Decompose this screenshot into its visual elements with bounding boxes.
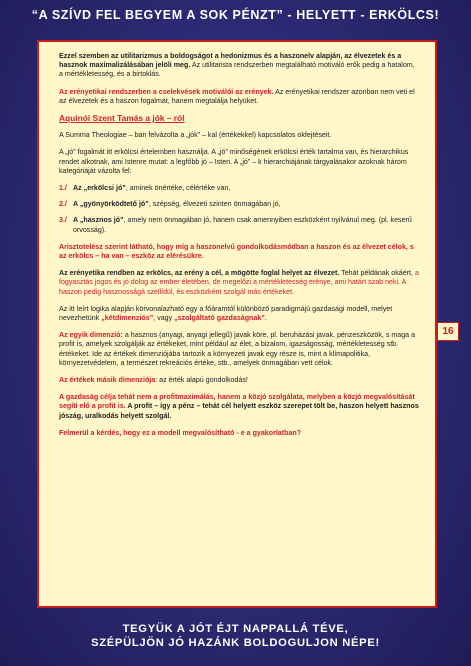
- article-body: [59, 52, 419, 446]
- list-item-text: , amely nem önmagában jó, hanem csak amennyiben eszközként nyilvánul meg. (pl. keserű orvosság).: [73, 216, 412, 234]
- list-item-label: Az „erkölcsi jó”: [73, 184, 126, 193]
- term-two-dimensional: „kétdimenziós”: [101, 314, 154, 323]
- paragraph-text: Az itt leírt logika alapján körvonalazható egy a főáramtól különböző paradigmájú gazdasági modell, melyet nevezhetünk: [59, 304, 393, 323]
- paragraph-text: .: [264, 314, 267, 323]
- footer-line-2: SZÉPÜLJÖN JÓ HAZÁNK BOLDOGULJON NÉPE!: [91, 637, 380, 649]
- list-item-label: A „hasznos jó”: [73, 216, 124, 225]
- paragraph-second-dimension: [59, 376, 419, 385]
- list-item-number: 3./: [59, 216, 67, 225]
- list-item-text: , szépség, élvezeti szinten önmagában jó,: [148, 200, 281, 209]
- paragraph-closing-question: Felmerül a kérdés, hogy ez a modell megvalósítható - e a gyakorlatban?: [59, 428, 302, 437]
- page-number-badge: 16: [437, 322, 459, 341]
- paragraph-text: Az erényetikai rendszer azonban nem veti el az élvezetek és a haszon fogalmát, hanem megtalálja helyüket.: [59, 87, 415, 105]
- paragraph-two-dimensional: [59, 305, 419, 323]
- paragraph-text: : az érték alapú gondolkodás!: [155, 376, 248, 385]
- paragraph-virtue-order: [59, 269, 419, 297]
- footer-line-1: TEGYÜK A JÓT ÉJT NAPPALLÁ TÉVE,: [122, 623, 349, 635]
- list-item-text: , aminek önértéke, célértéke van,: [125, 184, 231, 193]
- content-panel: [37, 40, 437, 608]
- section-heading: Aquinói Szent Tamás a jók – ról: [59, 113, 185, 124]
- footer-slogan: [0, 622, 471, 650]
- list-item-number: 2./: [59, 200, 67, 209]
- page-header-title: “A SZÍVD FEL BEGYEM A SOK PÉNZT” - HELYETT - ERKÖLCS!: [31, 8, 440, 22]
- paragraph-economy-goal: [59, 393, 419, 421]
- paragraph-red-text: A haszon pedig hasznosságá szellídül, és eszközként szolgál más értékeket.: [59, 278, 407, 296]
- paragraph-virtue-ethics: [59, 88, 419, 106]
- term-service-economy: „szolgáltató gazdaságnak”: [174, 314, 265, 323]
- paragraph-text: Az utilitarista rendszerben megtalálható motiváló erők pedig a hatalom, a mértékletesség, és a birtoklás.: [59, 61, 415, 79]
- paragraph-aristotle: Arisztotelész szerint látható, hogy míg a haszonelvű gondolkodásmódban a haszon és az élvezet célok, s az erkölcs – ha van – eszköz az elérésükre.: [59, 242, 414, 261]
- list-item-delightful-good: [59, 200, 419, 209]
- paragraph-red-lead: Az egyik dimenzió:: [59, 331, 123, 340]
- list-item-moral-good: [59, 184, 419, 193]
- paragraph-bold-lead: Ezzel szemben az utilitarizmus a boldogságot a hedonizmus és a haszonelv alapján, az élvezetek és a hasznok maximalizálásában jelöli meg.: [59, 52, 402, 70]
- paragraph-summa: A Summa Theologiae – ban felvázolta a „jók” – kal (értékekkel) kapcsolatos okfejtéseit.: [59, 131, 332, 140]
- paragraph-red-lead: A gazdaság célja tehát nem a profitmaximálás, hanem a közjó szolgálata, melyben a közjó megvalósítását segíti elő a profit is.: [59, 393, 415, 411]
- paragraph-red-lead: Az erényetikai rendszerben a cselekvések motiválói az erények.: [59, 87, 274, 96]
- paragraph-text: Tehát példának okáért,: [339, 269, 415, 278]
- paragraph-text: , vagy: [153, 314, 175, 323]
- paragraph-utilitarianism: [59, 52, 419, 80]
- paragraph-bold-text: A profit – így a pénz – tehát cél helyett eszköz szerepet tölt be, haszon helyett hasznos jószág, uralkodás helyett szolgál.: [59, 402, 419, 420]
- paragraph-red-text: a fogyasztás jogos és jó dolog az ember életében, de megelőzi a mértékletesség erénye, ami határt szab neki.: [59, 269, 419, 287]
- list-item-label: A „gyönyörködtető jó”: [73, 200, 149, 209]
- paragraph-bold-lead: Az erényetika rendben az erkölcs, az erény a cél, a mögötte foglal helyet az élvezet.: [59, 269, 340, 278]
- paragraph-first-dimension: [59, 331, 419, 368]
- paragraph-good-concept: A „jó” fogalmát itt erkölcsi értelemben használja. A „jó” minőségének erkölcsi érték tartalma van, és hierarchikus rendet alkotnak, ami Istenre mutat: a legfőbb jó – Isten. A „jó” – k hierarchiájának tárgyalásakor azoknak három kategóriáját vázolta fel:: [59, 148, 409, 175]
- paragraph-text: a hasznos (anyagi, anyagi jellegű) javak köre, pl. beruházási javak, pénzeszközök, s maga a profit is, amelyek szolgálják az értékeket, mint például az élet, a bizalom, igazságosság, mértékletesség stb. értékeket. Ide az értékek dimenziójába tartozik a környezeti javak egy része is, mint a klímapolitika, környezetvédelem, a természet rekreációs értéke, stb., amelyek önmagában vett célok.: [59, 331, 416, 367]
- list-item-number: 1./: [59, 184, 67, 193]
- paragraph-red-lead: Az értékek másik dimenziója: [59, 376, 156, 385]
- list-item-useful-good: [59, 216, 419, 234]
